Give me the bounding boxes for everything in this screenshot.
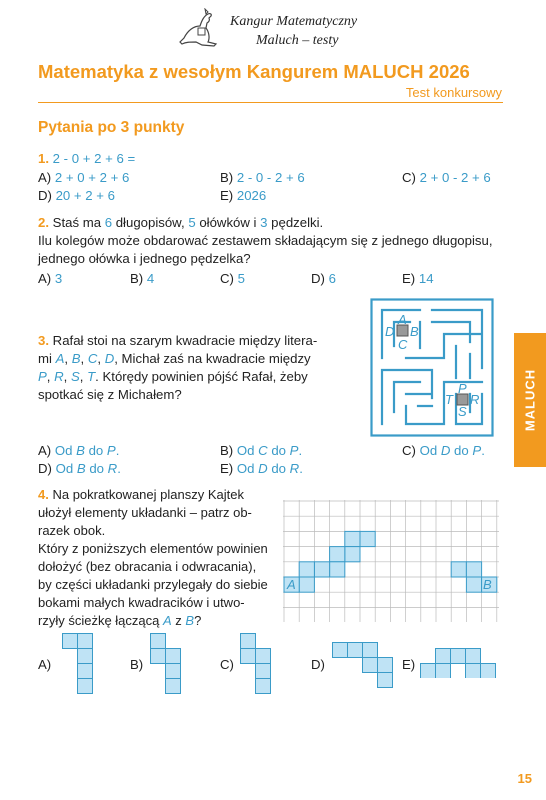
piece-cell [451,649,466,664]
q3-answer-c: C) Od D do P. [402,443,485,458]
piece-cell [241,634,256,649]
maze-svg [370,298,494,437]
piece-cell [466,649,481,664]
piece-cell [151,649,166,664]
q1-text: 2 - 0 + 2 + 6 = [52,151,136,166]
piece-cell [78,679,93,694]
maze-label-s: S [458,404,467,419]
header-line1: Kangur Matematyczny [230,14,358,29]
q1-number: 1. [38,151,49,166]
maze-label-p: P [458,381,467,396]
q2-answer-e: E) 14 [402,271,434,286]
board-cell [330,562,345,577]
q4-question: 4. Na pokratkowanej planszy Kajtek ułożył elementy układanki – patrz ob- razek obok. Który z poniższych elementów powinien dołożyć (bez obracania i odwracania), by części układanki przylegały do siebie bokami małych kwadracików i utwo- rzyły ścieżkę łączącą A z B? [38,487,268,628]
page-number: 15 [517,771,532,786]
q1-answer-e: E) 2026 [220,188,267,203]
board-cell [466,562,481,577]
piece-cell [363,643,378,658]
q1-answer-c: C) 2 + 0 - 2 + 6 [402,170,491,185]
maze-diagram [370,298,494,437]
q4-answer-a-label: A) [38,657,52,672]
piece-a [62,633,108,695]
puzzle-board-svg [283,500,499,622]
header-line2: Maluch – testy [256,33,339,48]
piece-cell [166,649,181,664]
piece-cell [481,664,496,679]
q3-answer-d: D) Od B do R. [38,461,121,476]
piece-cell [151,634,166,649]
piece-cell [363,658,378,673]
side-tab-label: MALUCH [522,368,538,432]
piece-d [332,642,394,688]
subtitle: Test konkursowy [405,85,502,100]
q1-answer-a: A) 2 + 0 + 2 + 6 [38,170,130,185]
board-cell [466,577,481,592]
piece-c [240,633,286,695]
piece-cell [241,649,256,664]
piece-cell [348,643,363,658]
piece-e [420,648,498,678]
piece-cell [436,664,451,679]
piece-cell [333,643,348,658]
q2-answer-c: C) 5 [220,271,245,286]
q3-answer-e: E) Od D do R. [220,461,303,476]
maze-label-a: A [398,312,407,327]
board-cell [330,547,345,562]
q2-answer-a: A) 3 [38,271,63,286]
q3-question: 3. Rafał stoi na szarym kwadracie między litera- mi A, B, C, D, Michał zaś na kwadracie między P, R, S, T. Którędy powinien pójść Rafał, żeby spotkać się z Michałem? [38,333,318,402]
q3-answer-b: B) Od C do P. [220,443,303,458]
puzzle-board [283,500,499,622]
q2-line2: Ilu kolegów może obdarować zestawem składającym się z jednego długopisu, [38,233,493,248]
maze-label-t: T [445,392,453,407]
q1-answer-d: D) 20 + 2 + 6 [38,188,115,203]
piece-cell [436,649,451,664]
piece-cell [421,664,436,679]
q2-answer-d: D) 6 [311,271,336,286]
piece-cell [378,673,393,688]
q1-question [38,150,135,168]
board-cell [451,562,466,577]
piece-cell [256,649,271,664]
board-cell [299,577,314,592]
piece-cell [78,664,93,679]
board-label-b: B [483,577,492,593]
piece-cell [63,634,78,649]
q3-answer-a: A) Od B do P. [38,443,120,458]
q4-answer-c-label: C) [220,657,234,672]
piece-cell [166,664,181,679]
maze-label-b: B [410,324,419,339]
piece-cell [256,679,271,694]
piece-cell [166,679,181,694]
piece-cell [378,658,393,673]
piece-cell [466,664,481,679]
board-cell [345,547,360,562]
maze-label-c: C [398,337,408,352]
board-cell [314,562,329,577]
title-rule [38,102,503,103]
q1-answer-b: B) 2 - 0 - 2 + 6 [220,170,305,185]
piece-cell [256,664,271,679]
side-tab [514,333,546,467]
q2-question: 2. Staś ma 6 długopisów, 5 ołówków i 3 pędzelki. [38,215,324,230]
board-cell [345,531,360,546]
board-cell [360,531,375,546]
q4-answer-b-label: B) [130,657,144,672]
maze-label-r: R [470,392,480,407]
maze-label-d: D [385,324,395,339]
page-title: Matematyka z wesołym Kangurem MALUCH 2026 [38,61,470,82]
board-cell [299,562,314,577]
kangaroo-logo-icon [176,8,222,50]
piece-cell [78,649,93,664]
section-heading: Pytania po 3 punkty [38,119,185,136]
board-label-a: A [287,577,296,593]
q4-answer-d-label: D) [311,657,325,672]
q2-line3: jednego ołówka i jednego pędzelka? [38,251,251,266]
q2-answer-b: B) 4 [130,271,155,286]
piece-b [150,633,196,695]
piece-cell [78,634,93,649]
q4-answer-e-label: E) [402,657,416,672]
